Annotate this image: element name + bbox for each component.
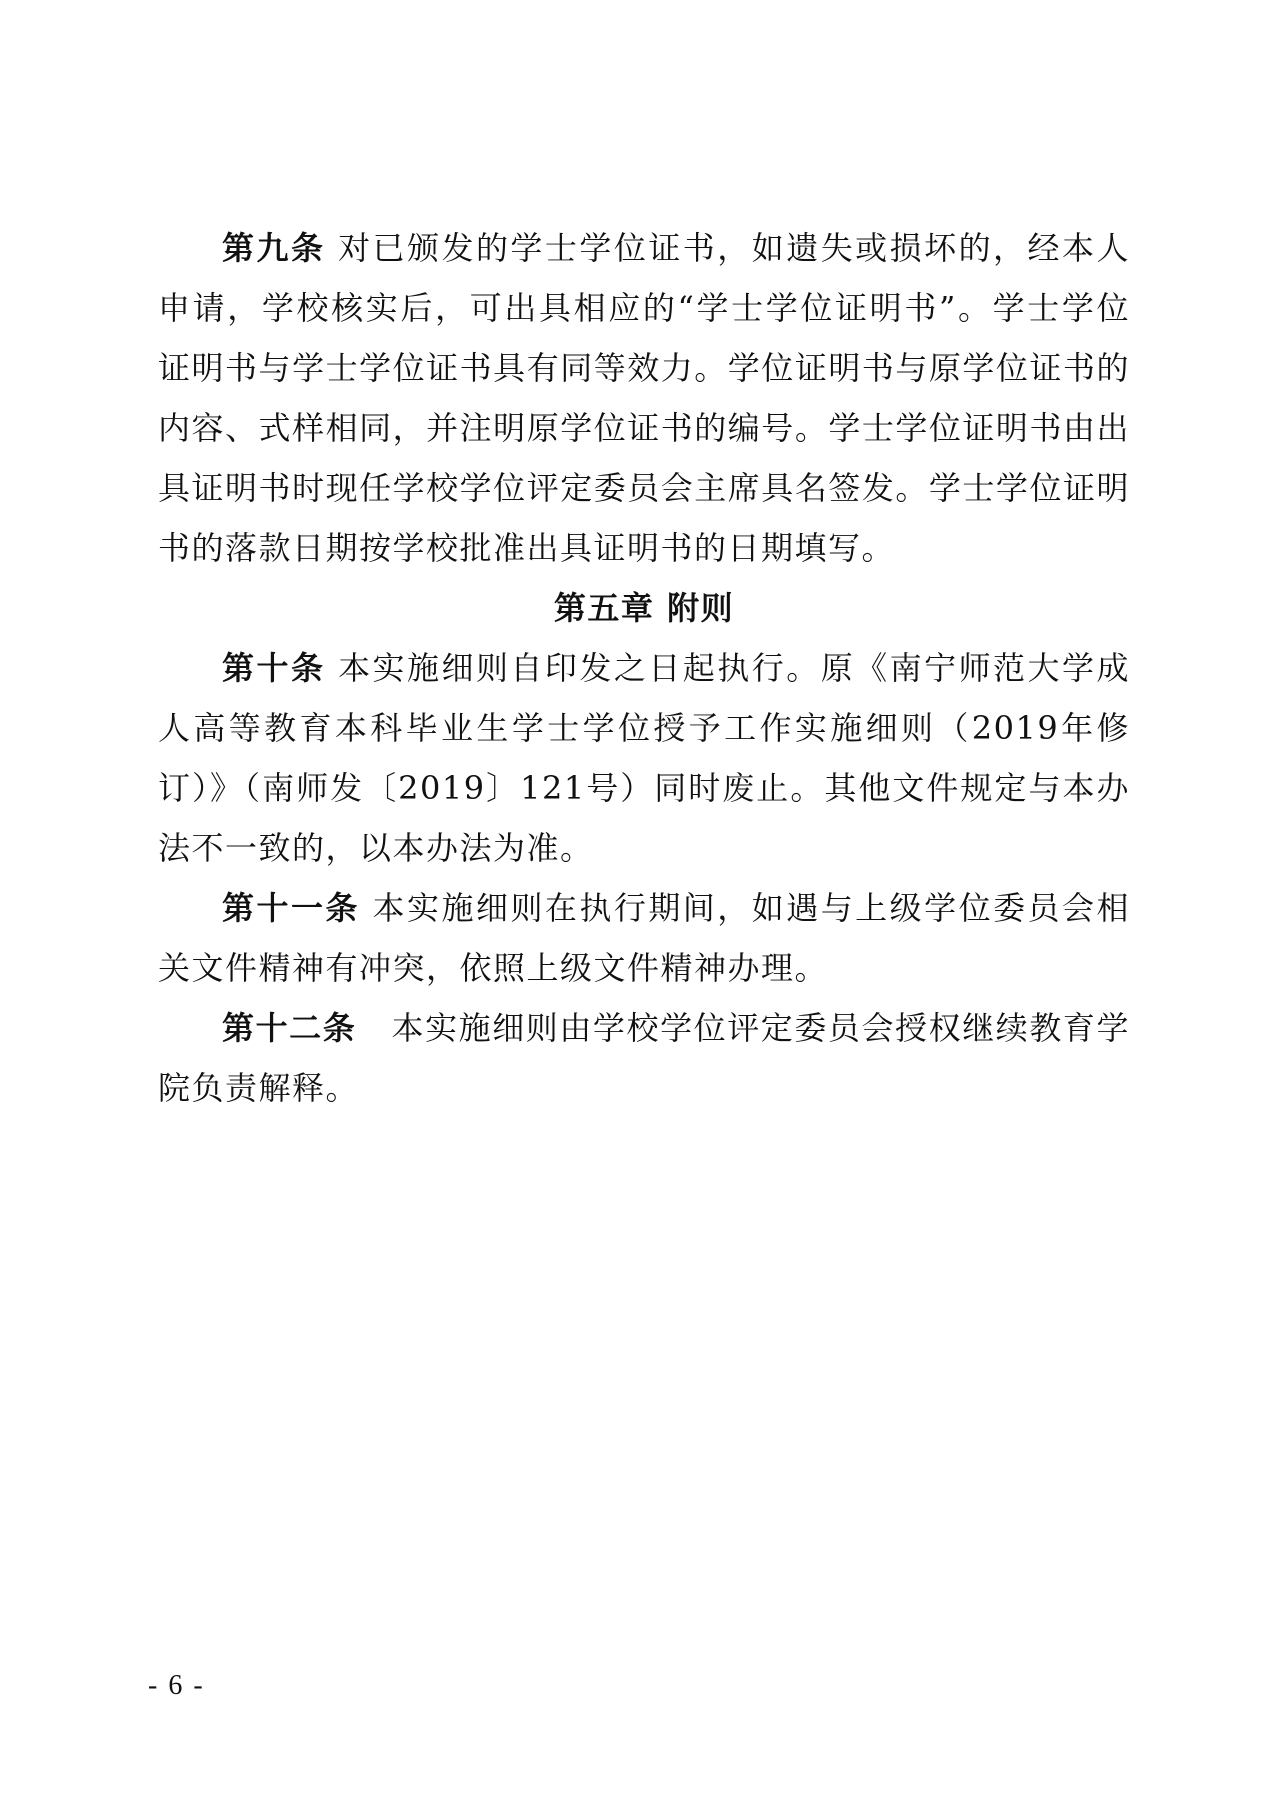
article-11-label: 第十一条 — [222, 889, 360, 927]
page-number: - 6 - — [148, 1670, 205, 1701]
article-12-paragraph — [158, 998, 1130, 1118]
article-9-label: 第九条 — [222, 229, 326, 267]
chapter-5-heading: 第五章 附则 — [553, 589, 735, 627]
article-11-text: 本实施细则在执行期间，如遇与上级学位委员会相关文件精神有冲突，依照上级文件精神办理。 — [158, 889, 1130, 987]
article-10-paragraph — [158, 638, 1130, 878]
article-12-text: 本实施细则由学校学位评定委员会授权继续教育学院负责解释。 — [158, 1009, 1130, 1107]
article-9-paragraph — [158, 218, 1130, 578]
article-11-paragraph — [158, 878, 1130, 998]
article-10-text: 本实施细则自印发之日起执行。原《南宁师范大学成人高等教育本科毕业生学士学位授予工作实施细则（2019年修订）》（南师发〔2019〕121号）同时废止。其他文件规定与本办法不一致的，以本办法为准。 — [158, 649, 1130, 867]
article-12-label: 第十二条 — [222, 1009, 357, 1047]
article-9-text: 对已颁发的学士学位证书，如遗失或损坏的，经本人申请，学校核实后，可出具相应的“学士学位证明书”。学士学位证明书与学士学位证书具有同等效力。学位证明书与原学位证书的内容、式样相同，并注明原学位证书的编号。学士学位证明书由出具证明书时现任学校学位评定委员会主席具名签发。学士学位证明书的落款日期按学校批准出具证明书的日期填写。 — [158, 229, 1130, 567]
article-10-label: 第十条 — [222, 649, 326, 687]
document-body — [158, 218, 1130, 1118]
